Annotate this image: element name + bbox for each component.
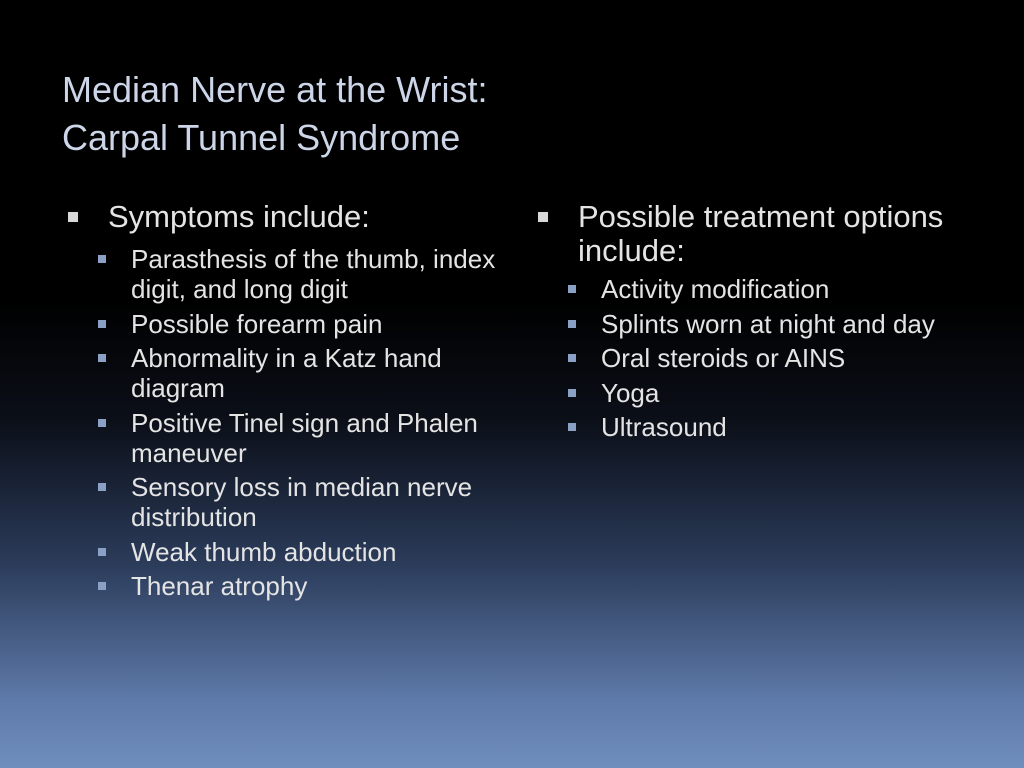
square-bullet-icon (68, 212, 78, 222)
small-square-bullet-icon (98, 354, 106, 362)
treatment-heading-text: Possible treatment options include: (578, 199, 944, 268)
list-item: Ultrasound (568, 412, 978, 442)
symptoms-column (68, 200, 508, 606)
small-square-bullet-icon (98, 582, 106, 590)
small-square-bullet-icon (568, 423, 576, 431)
list-item: Parasthesis of the thumb, index digit, and long digit (98, 244, 508, 304)
small-square-bullet-icon (98, 483, 106, 491)
square-bullet-icon (538, 212, 548, 222)
small-square-bullet-icon (568, 354, 576, 362)
list-item: Yoga (568, 378, 978, 408)
slide-title (62, 66, 962, 162)
list-item: Sensory loss in median nerve distribution (98, 472, 508, 532)
symptoms-heading-text: Symptoms include: (108, 199, 370, 234)
list-item: Splints worn at night and day (568, 309, 978, 339)
list-item: Activity modification (568, 274, 978, 304)
slide-title-line-1: Median Nerve at the Wrist: (62, 69, 488, 110)
treatment-column (538, 200, 978, 447)
list-item: Weak thumb abduction (98, 537, 508, 567)
small-square-bullet-icon (568, 389, 576, 397)
list-item: Abnormality in a Katz hand diagram (98, 343, 508, 403)
treatment-list (538, 274, 978, 442)
list-item: Oral steroids or AINS (568, 343, 978, 373)
symptoms-heading (68, 200, 508, 234)
small-square-bullet-icon (98, 419, 106, 427)
small-square-bullet-icon (568, 285, 576, 293)
small-square-bullet-icon (568, 320, 576, 328)
small-square-bullet-icon (98, 320, 106, 328)
list-item: Positive Tinel sign and Phalen maneuver (98, 408, 508, 468)
symptoms-list (68, 244, 508, 601)
small-square-bullet-icon (98, 255, 106, 263)
treatment-heading (538, 200, 978, 268)
list-item: Possible forearm pain (98, 309, 508, 339)
list-item: Thenar atrophy (98, 571, 508, 601)
small-square-bullet-icon (98, 548, 106, 556)
slide-title-line-2: Carpal Tunnel Syndrome (62, 117, 461, 158)
